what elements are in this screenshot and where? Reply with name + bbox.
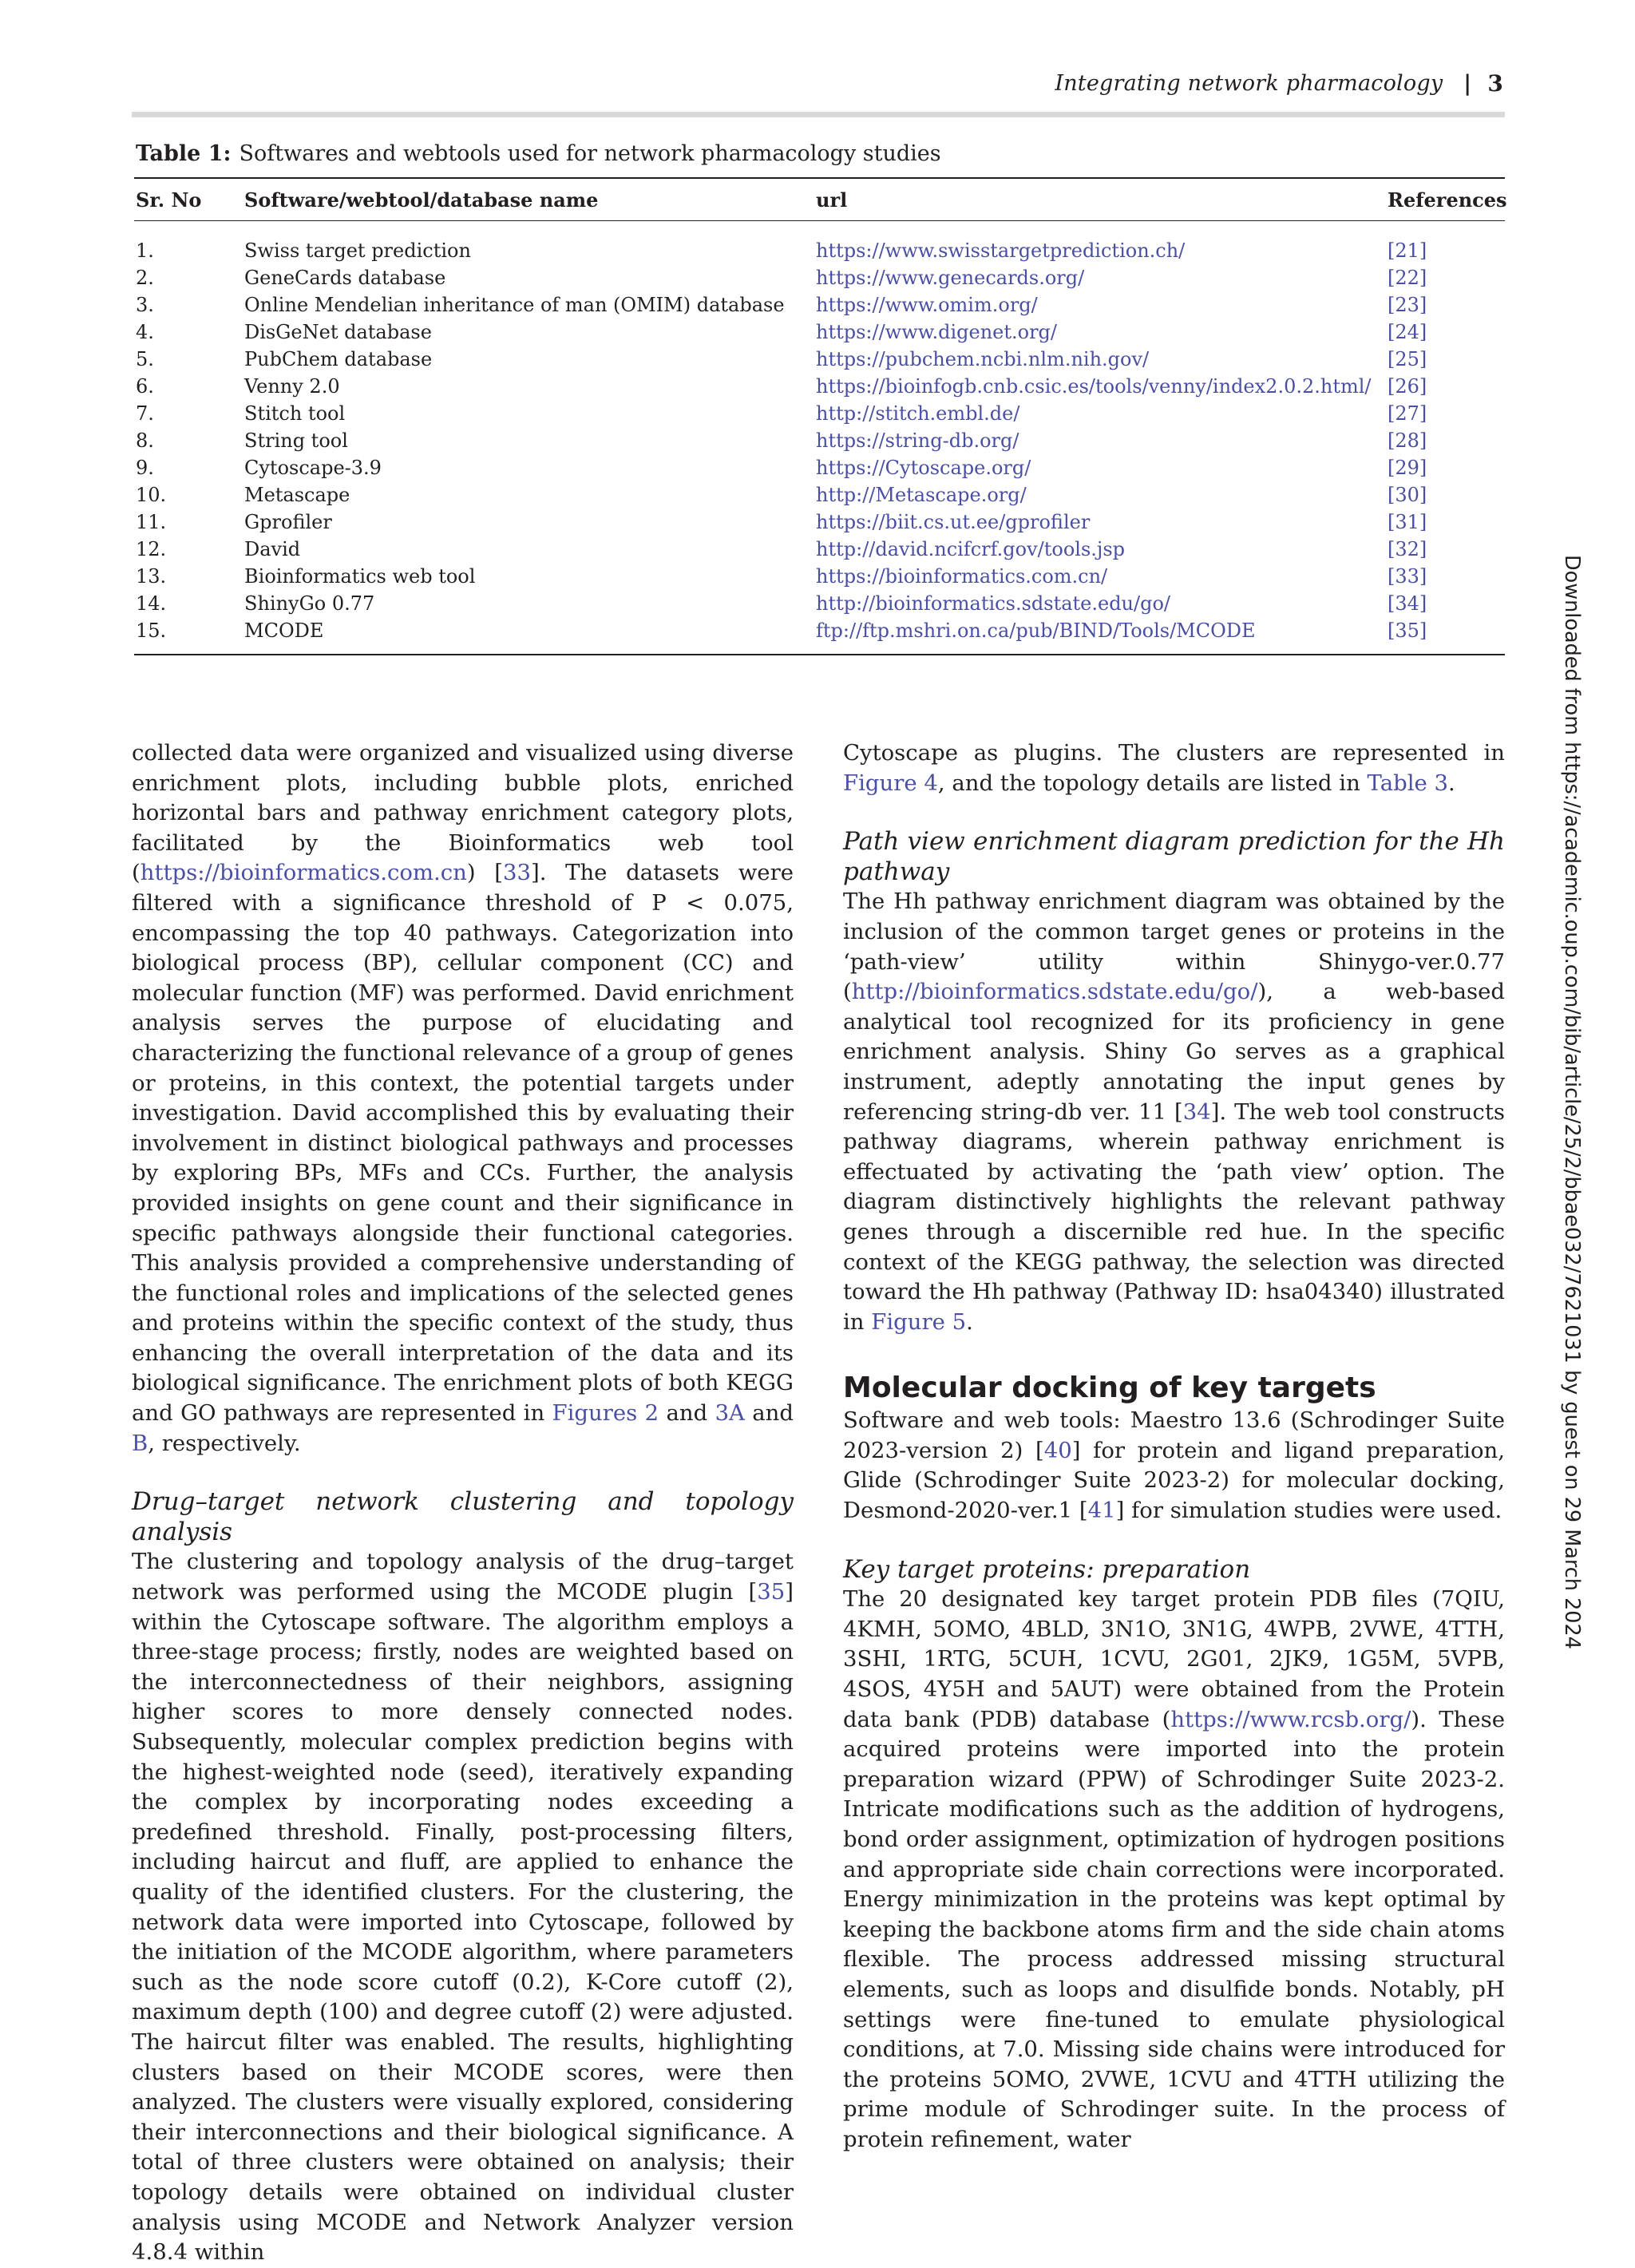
text-run: ) [ [466, 860, 503, 886]
table-row [134, 237, 1505, 264]
subheading-clustering: Drug–target network clustering and topology analysis [132, 1487, 794, 1546]
row-name: Stitch tool [244, 402, 346, 425]
text-run: , and the topology details are listed in [937, 770, 1368, 796]
section-heading-docking: Molecular docking of key targets [843, 1371, 1376, 1405]
page-number: 3 [1487, 70, 1503, 97]
table-link[interactable]: Table 3 [1367, 770, 1449, 796]
table-row [134, 346, 1505, 373]
row-url-link[interactable]: http://Metascape.org/ [816, 484, 1027, 506]
column-header-references: References [1388, 188, 1507, 212]
right-paragraph-path-view [843, 887, 1505, 1337]
text-run: collected data were organized and visualized using diverse enrichment plots, including bubble plots, enriched horizontal bars and pathway enrichment category plots, facilitated by the Bioinformatics web tool ( [132, 740, 794, 886]
text-run: ). These acquired proteins were imported into the protein preparation wizard (PPW) of Schrodinger Suite 2023-2. Intricate modifications such as the addition of hydrogens, bond order assignment, optimization of hydrogen positions and appropriate side chain corrections were incorporated. Energy minimization in the proteins was kept optimal by keeping the backbone atoms firm and the side chain atoms flexible. The process addressed missing structural elements, such as loops and disulfide bonds. Notably, pH settings were fine-tuned to emulate physiological conditions, at 7.0. Missing side chains were introduced for the proteins 5OMO, 2VWE, 1CVU and 4TTH utilizing the prime module of Schrodinger suite. In the process of protein refinement, water [843, 1706, 1505, 2152]
text-run: ] for simulation studies were used. [1115, 1498, 1502, 1524]
table-row [134, 509, 1505, 536]
download-watermark [1555, 555, 1589, 1649]
row-name: Cytoscape-3.9 [244, 457, 382, 479]
rcsb-link[interactable]: https://www.rcsb.org/ [1170, 1706, 1411, 1732]
table-row [134, 427, 1505, 454]
text-run: The Hh pathway enrichment diagram was obtained by the inclusion of the common target genes or proteins in the ‘path-view’ utility within Shinygo-ver.0.77 ( [843, 889, 1505, 1005]
row-name: Venny 2.0 [244, 375, 340, 398]
download-watermark-text: Downloaded from https://academic.oup.com/bib/article/25/2/bbae032/7621031 by guest on 29 March 2024 [1560, 555, 1584, 1649]
text-run: ]. The web tool constructs pathway diagrams, wherein pathway enrichment is effectuated by activating the ‘path view’ option. The diagram distinctively highlights the relevant pathway genes through a discernible red hue. In the specific context of the KEGG pathway, the selection was directed toward the Hh pathway (Pathway ID: hsa04340) illustrated in [843, 1098, 1505, 1335]
figure-link[interactable]: 3A [715, 1400, 745, 1427]
table-row [134, 617, 1505, 644]
row-name: PubChem database [244, 348, 433, 370]
row-number: 1. [136, 239, 154, 262]
left-paragraph-enrichment [132, 738, 794, 1459]
subheading-preparation: Key target proteins: preparation [843, 1554, 1251, 1584]
row-number: 13. [136, 565, 167, 588]
row-reference-link[interactable]: [30] [1388, 484, 1427, 506]
table-row [134, 536, 1505, 563]
row-url-link[interactable]: https://Cytoscape.org/ [816, 457, 1031, 479]
row-url-link[interactable]: https://biit.cs.ut.ee/gprofiler [816, 511, 1091, 533]
row-url-link[interactable]: https://www.swisstargetprediction.ch/ [816, 239, 1186, 262]
text-run: ]. The datasets were filtered with a significance threshold of P < 0.075, encompassing the top 40 pathways. Categorization into biological process (BP), cellular component (CC) and molecular function (MF) was performed. David enrichment analysis serves the purpose of elucidating and characterizing the functional relevance of a group of genes or proteins, in this context, the potential targets under investigation. David accomplished this by evaluating their involvement in distinct biological pathways and processes by exploring BPs, MFs and CCs. Further, the analysis provided insights on gene count and their significance in specific pathways alongside their functional categories. This analysis provided a comprehensive understanding of the functional roles and implications of the selected genes and proteins within the specific context of the study, thus enhancing the overall interpretation of the data and its biological significance. The enrichment plots of both KEGG and GO pathways are represented in [132, 860, 794, 1427]
software-table [134, 177, 1505, 655]
row-reference-link[interactable]: [27] [1388, 402, 1427, 425]
text-run: ), a web-based analytical tool recognized for its proficiency in gene enrichment analysis. Shiny Go serves as a graphical instrument, adeptly annotating the input genes by referencing string-db ver. 11 [ [843, 979, 1505, 1125]
row-reference-link[interactable]: [22] [1388, 267, 1427, 289]
row-url-link[interactable]: https://bioinformatics.com.cn/ [816, 565, 1108, 588]
row-name: String tool [244, 429, 348, 452]
table-body [134, 221, 1505, 655]
row-reference-link[interactable]: [32] [1388, 538, 1427, 560]
row-reference-link[interactable]: [33] [1388, 565, 1427, 588]
text-run: . [1448, 770, 1455, 796]
table-row [134, 373, 1505, 400]
figure-link[interactable]: Figure 5 [871, 1308, 967, 1335]
row-url-link[interactable]: http://david.ncifcrf.gov/tools.jsp [816, 538, 1126, 560]
header-separator: | [1463, 71, 1472, 96]
column-header-sr-no: Sr. No [136, 188, 202, 212]
row-reference-link[interactable]: [25] [1388, 348, 1427, 370]
table-label: Table 1: [136, 141, 232, 166]
table-caption-text: Softwares and webtools used for network pharmacology studies [239, 141, 941, 166]
text-run: The clustering and topology analysis of the drug–target network was performed using the MCODE plugin [ [132, 1549, 794, 1605]
row-name: Bioinformatics web tool [244, 565, 476, 588]
running-title: Integrating network pharmacology [1055, 71, 1443, 96]
shinygo-link[interactable]: http://bioinformatics.sdstate.edu/go/ [851, 979, 1258, 1005]
column-header-name: Software/webtool/database name [244, 188, 599, 212]
left-paragraph-clustering [132, 1547, 794, 2267]
figure-link[interactable]: B [132, 1430, 148, 1456]
citation-link[interactable]: 35 [757, 1579, 786, 1605]
text-run: ] for protein and ligand preparation, Glide (Schrodinger Suite 2023-2) for molecular docking, Desmond-2020-ver.1 [ [843, 1437, 1505, 1524]
row-url-link[interactable]: ftp://ftp.mshri.on.ca/pub/BIND/Tools/MCODE [816, 619, 1256, 642]
citation-link[interactable]: 33 [503, 860, 531, 886]
row-reference-link[interactable]: [29] [1388, 457, 1427, 479]
row-url-link[interactable]: http://bioinformatics.sdstate.edu/go/ [816, 592, 1170, 615]
table-row [134, 291, 1505, 319]
row-number: 12. [136, 538, 167, 560]
row-url-link[interactable]: http://stitch.embl.de/ [816, 402, 1020, 425]
running-header [1055, 70, 1503, 97]
row-number: 11. [136, 511, 167, 533]
right-paragraph-preparation [843, 1585, 1505, 2155]
table-caption [136, 141, 941, 166]
row-reference-link[interactable]: [23] [1388, 294, 1427, 316]
row-reference-link[interactable]: [26] [1388, 375, 1427, 398]
table-row [134, 264, 1505, 291]
table-row [134, 400, 1505, 427]
row-number: 2. [136, 267, 154, 289]
subheading-path-view: Path view enrichment diagram prediction for the Hh pathway [843, 827, 1505, 886]
row-name: DisGeNet database [244, 321, 432, 343]
row-name: Swiss target prediction [244, 239, 471, 262]
header-rule [132, 112, 1505, 117]
table-row [134, 563, 1505, 590]
row-name: Metascape [244, 484, 350, 506]
text-run: . [966, 1308, 973, 1335]
row-number: 14. [136, 592, 167, 615]
right-paragraph-cytoscape [843, 738, 1505, 798]
row-reference-link[interactable]: [35] [1388, 619, 1427, 642]
row-number: 5. [136, 348, 154, 370]
row-url-link[interactable]: https://string-db.org/ [816, 429, 1019, 452]
row-name: ShinyGo 0.77 [244, 592, 375, 615]
citation-link[interactable]: 34 [1182, 1098, 1211, 1125]
row-url-link[interactable]: https://www.omim.org/ [816, 294, 1038, 316]
row-reference-link[interactable]: [31] [1388, 511, 1427, 533]
row-number: 8. [136, 429, 154, 452]
text-run: Software and web tools: Maestro 13.6 (Schrodinger Suite 2023-version 2) [ [843, 1407, 1505, 1463]
citation-link[interactable]: 41 [1087, 1498, 1116, 1524]
row-reference-link[interactable]: [28] [1388, 429, 1427, 452]
row-name: Gprofiler [244, 511, 332, 533]
row-url-link[interactable]: https://www.genecards.org/ [816, 267, 1085, 289]
row-reference-link[interactable]: [21] [1388, 239, 1427, 262]
text-run: and [659, 1400, 715, 1427]
column-header-url: url [816, 188, 848, 212]
row-name: GeneCards database [244, 267, 446, 289]
row-number: 15. [136, 619, 167, 642]
row-url-link[interactable]: https://pubchem.ncbi.nlm.nih.gov/ [816, 348, 1150, 370]
right-column [843, 738, 1505, 2155]
table-row [134, 454, 1505, 481]
text-run: , respectively. [148, 1430, 301, 1456]
row-url-link[interactable]: https://www.digenet.org/ [816, 321, 1058, 343]
text-run: Cytoscape as plugins. The clusters are represented in [843, 740, 1505, 766]
row-number: 9. [136, 457, 154, 479]
row-url-link[interactable]: https://bioinfogb.cnb.csic.es/tools/venny/index2.0.2.html/ [816, 375, 1372, 398]
row-name: Online Mendelian inheritance of man (OMIM) database [244, 294, 785, 316]
text-run: and [744, 1400, 794, 1427]
row-number: 4. [136, 321, 154, 343]
row-name: MCODE [244, 619, 324, 642]
table-row [134, 319, 1505, 346]
citation-link[interactable]: 40 [1043, 1437, 1072, 1463]
table-header-row [134, 179, 1505, 221]
table-row [134, 590, 1505, 617]
row-number: 10. [136, 484, 167, 506]
text-run: The 20 designated key target protein PDB files (7QIU, 4KMH, 5OMO, 4BLD, 3N1O, 3N1G, 4WPB, 2VWE, 4TTH, 3SHI, 1RTG, 5CUH, 1CVU, 2G01, 2JK9, 1G5M, 5VPB, 4SOS, 4Y5H and 5AUT) were obtained from the Protein data bank (PDB) database ( [843, 1586, 1505, 1732]
figure-link[interactable]: Figure 4 [843, 770, 938, 796]
right-paragraph-software [843, 1406, 1505, 1526]
bioinformatics-link[interactable]: https://bioinformatics.com.cn [140, 860, 467, 886]
table-row [134, 481, 1505, 509]
row-number: 7. [136, 402, 154, 425]
text-run: ] within the Cytoscape software. The algorithm employs a three-stage process; firstly, nodes are weighted based on the interconnectedness of their neighbors, assigning higher scores to more densely connected nodes. Subsequently, molecular complex prediction begins with the highest-weighted node (seed), iteratively expanding the complex by incorporating nodes exceeding a predefined threshold. Finally, post-processing filters, including haircut and fluff, are applied to enhance the quality of the identified clusters. For the clustering, the network data were imported into Cytoscape, followed by the initiation of the MCODE algorithm, where parameters such as the node score cutoff (0.2), K-Core cutoff (2), maximum depth (100) and degree cutoff (2) were adjusted. The haircut filter was enabled. The results, highlighting clusters based on their MCODE scores, were then analyzed. The clusters were visually explored, considering their interconnections and their biological significance. A total of three clusters were obtained on analysis; their topology details were obtained on individual cluster analysis using MCODE and Network Analyzer version 4.8.4 within [132, 1579, 794, 2266]
figure-link[interactable]: Figures 2 [552, 1400, 659, 1427]
left-column [132, 738, 794, 2268]
row-name: David [244, 538, 301, 560]
row-number: 3. [136, 294, 154, 316]
row-reference-link[interactable]: [24] [1388, 321, 1427, 343]
row-reference-link[interactable]: [34] [1388, 592, 1427, 615]
row-number: 6. [136, 375, 154, 398]
